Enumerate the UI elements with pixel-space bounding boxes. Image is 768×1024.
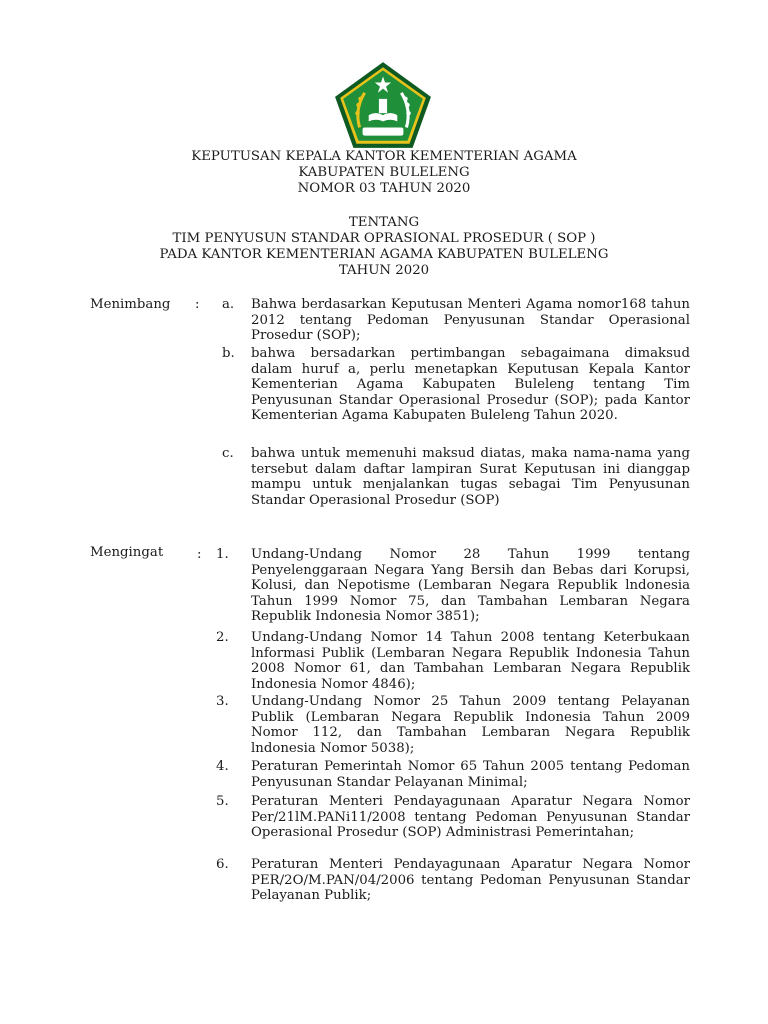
menimbang-item-b: bahwa bersadarkan pertimbangan sebagaimana dimaksud dalam huruf a, perlu menetapkan Keputusan Kepala Kantor Kementerian Agama Kabupaten Buleleng tentang Tim Penyusunan Standar Operasional Prosedur (SOP); pada Kantor Kementerian Agama Kabupaten Buleleng Tahun 2020. [251,346,690,423]
mengingat-marker-3: 3. [216,694,229,709]
mengingat-item-5: Peraturan Menteri Pendayagunaan Aparatur Negara Nomor Per/21lM.PANi11/2008 tentang Pedoman Penyusunan Standar Operasional Prosedur (SOP) Administrasi Pemerintahan; [251,794,690,840]
mengingat-marker-6: 6. [216,857,229,872]
mengingat-colon: : [197,547,202,562]
mengingat-marker-4: 4. [216,759,229,774]
subject-line4: TAHUN 2020 [338,263,430,278]
menimbang-marker-b: b. [222,346,235,361]
menimbang-colon: : [195,297,200,312]
mengingat-marker-5: 5. [216,794,229,809]
menimbang-marker-a: a. [222,297,235,312]
mengingat-item-1: Undang-Undang Nomor 28 Tahun 1999 tentang Penyelenggaraan Negara Yang Bersih dan Bebas dari Korupsi, Kolusi, dan Nepotisme (Lembaran Negara Republik lndonesia Tahun 1999 Nomor 75, dan Tambahan Lembaran Negara Republik Indonesia Nomor 3851); [251,547,690,624]
mengingat-label: Mengingat [90,545,164,560]
menimbang-item-a: Bahwa berdasarkan Keputusan Menteri Agama nomor168 tahun 2012 tentang Pedoman Penyusunan Standar Operasional Prosedur (SOP); [251,297,690,343]
subject-line2: TIM PENYUSUN STANDAR OPRASIONAL PROSEDUR ( SOP ) [172,231,596,246]
ministry-emblem-icon [332,60,434,150]
mengingat-marker-2: 2. [216,630,229,645]
menimbang-item-c: bahwa untuk memenuhi maksud diatas, maka nama-nama yang tersebut dalam daftar lampiran Surat Keputusan ini dianggap mampu untuk menjalankan tugas sebagai Tim Penyusunan Standar Operasional Prosedur (SOP) [251,446,690,508]
decree-title-line1: KEPUTUSAN KEPALA KANTOR KEMENTERIAN AGAMA [191,149,577,164]
mengingat-item-6: Peraturan Menteri Pendayagunaan Aparatur Negara Nomor PER/2O/M.PAN/04/2006 tentang Pedoman Penyusunan Standar Pelayanan Publik; [251,857,690,903]
mengingat-item-3: Undang-Undang Nomor 25 Tahun 2009 tentang Pelayanan Publik (Lembaran Negara Republik Indonesia Tahun 2009 Nomor 112, dan Tambahan Lembaran Negara Republik lndonesia Nomor 5038); [251,694,690,756]
subject-line3: PADA KANTOR KEMENTERIAN AGAMA KABUPATEN BULELENG [159,247,609,262]
decree-number: NOMOR 03 TAHUN 2020 [297,181,471,196]
mengingat-item-2: Undang-Undang Nomor 14 Tahun 2008 tentang Keterbukaan lnformasi Publik (Lembaran Negara Republik Indonesia Tahun 2008 Nomor 61, dan Tambahan Lembaran Negara Republik Indonesia Nomor 4846); [251,630,690,692]
menimbang-label: Menimbang [90,297,171,312]
menimbang-marker-c: c. [222,446,234,461]
mengingat-item-4: Peraturan Pemerintah Nomor 65 Tahun 2005 tentang Pedoman Penyusunan Standar Pelayanan Minimal; [251,759,690,790]
subject-tentang: TENTANG [348,215,420,230]
mengingat-marker-1: 1. [216,547,229,562]
decree-title-line2: KABUPATEN BULELENG [298,165,470,180]
